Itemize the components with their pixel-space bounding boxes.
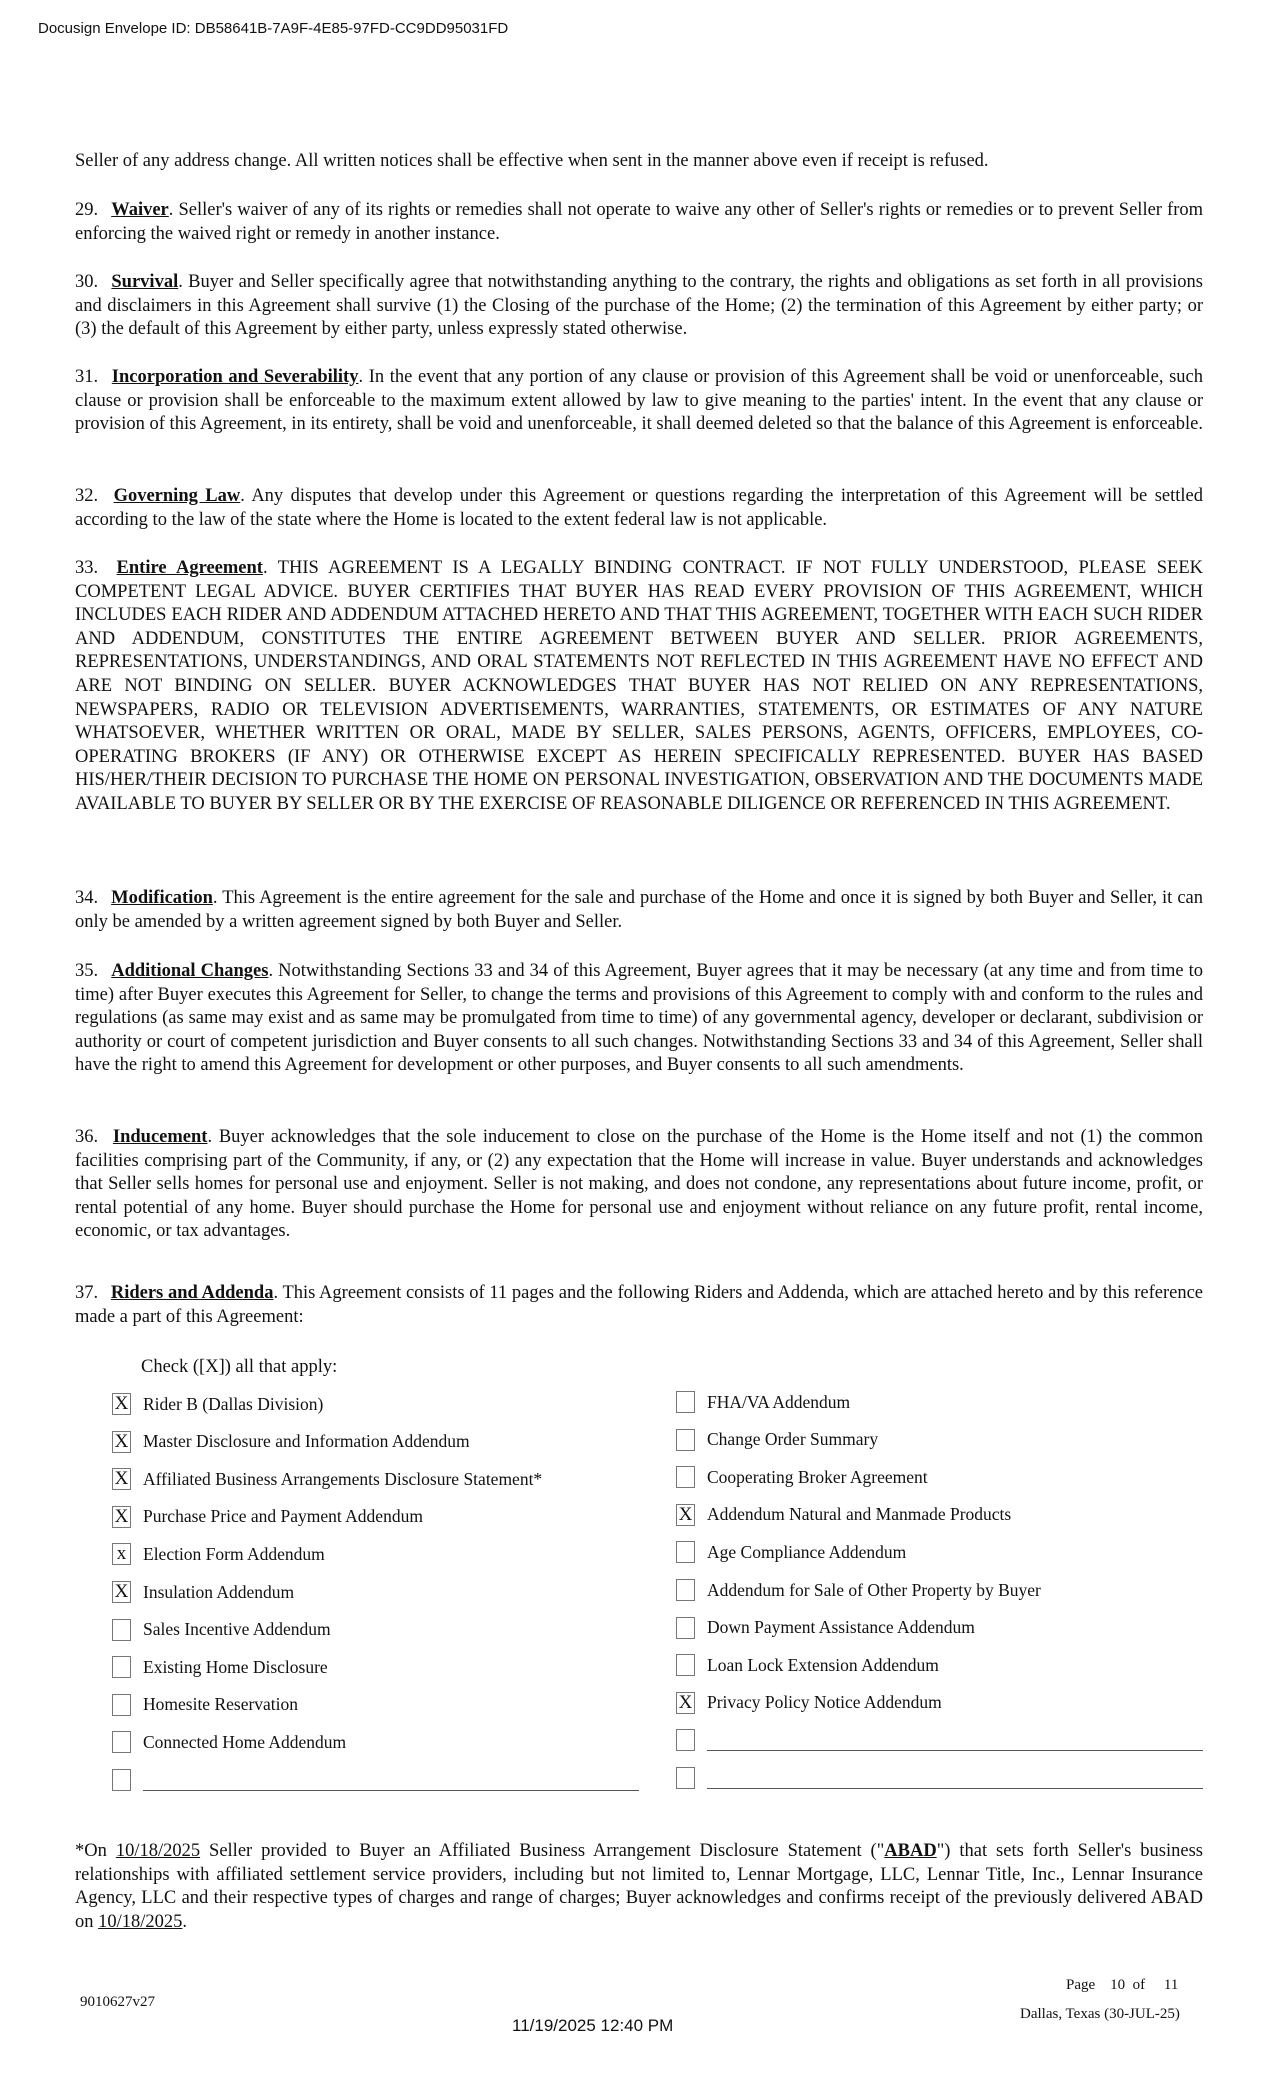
addendum-label: Existing Home Disclosure bbox=[143, 1656, 328, 1677]
addendum-label: Purchase Price and Payment Addendum bbox=[143, 1506, 423, 1527]
addendum-checkbox-row[interactable] bbox=[676, 1504, 1011, 1526]
checkbox[interactable] bbox=[676, 1541, 695, 1563]
checkbox[interactable]: X bbox=[112, 1431, 131, 1453]
addendum-checkbox-row[interactable] bbox=[676, 1767, 1203, 1789]
section-heading: Incorporation and Severability bbox=[111, 367, 359, 387]
section-number: 37. bbox=[75, 1283, 99, 1303]
section-text: . Seller's waiver of any of its rights or remedies shall not operate to waive any other of Seller's rights or remedies or to prevent Seller from enforcing the waived right or remedy in another instance. bbox=[75, 200, 1203, 244]
section-37 bbox=[75, 1282, 1203, 1329]
addendum-label: Loan Lock Extension Addendum bbox=[707, 1654, 939, 1675]
addendum-checkbox-row[interactable] bbox=[112, 1619, 331, 1641]
location-date: Dallas, Texas (30-JUL-25) bbox=[1020, 2006, 1180, 2022]
checkbox[interactable] bbox=[676, 1617, 695, 1639]
checkbox[interactable] bbox=[112, 1731, 131, 1753]
section-number: 29. bbox=[75, 200, 99, 220]
checkbox[interactable] bbox=[676, 1654, 695, 1676]
checkbox[interactable]: X bbox=[676, 1692, 695, 1714]
section-number: 33. bbox=[75, 558, 99, 578]
addendum-checkbox-row[interactable] bbox=[112, 1543, 325, 1565]
section-35 bbox=[75, 960, 1203, 1078]
addendum-checkbox-row[interactable] bbox=[676, 1692, 942, 1714]
section-number: 30. bbox=[75, 272, 99, 292]
addendum-label: Connected Home Addendum bbox=[143, 1731, 347, 1752]
page-total: 11 bbox=[1163, 1977, 1179, 1993]
blank-line-field[interactable] bbox=[707, 1768, 1203, 1789]
addendum-checkbox-row[interactable] bbox=[112, 1431, 470, 1453]
page-of: of bbox=[1132, 1977, 1146, 1993]
addendum-checkbox-row[interactable] bbox=[112, 1731, 346, 1753]
addendum-label: Sales Incentive Addendum bbox=[143, 1619, 331, 1640]
checkbox[interactable] bbox=[676, 1391, 695, 1413]
addendum-label: Election Form Addendum bbox=[143, 1543, 325, 1564]
addendum-checkbox-row[interactable] bbox=[112, 1656, 328, 1678]
check-title: Check ([X]) all that apply: bbox=[141, 1357, 338, 1377]
footnote-date: 10/18/2025 bbox=[115, 1841, 201, 1861]
section-36 bbox=[75, 1126, 1203, 1244]
section-heading: Survival bbox=[111, 272, 179, 292]
addendum-label: Affiliated Business Arrangements Disclosure Statement* bbox=[143, 1468, 543, 1489]
section-30 bbox=[75, 271, 1203, 342]
section-number: 34. bbox=[75, 888, 99, 908]
footnote-text: *On bbox=[75, 1841, 116, 1861]
section-34 bbox=[75, 887, 1203, 934]
checkbox[interactable] bbox=[112, 1656, 131, 1678]
checkbox[interactable] bbox=[112, 1694, 131, 1716]
addendum-label: Down Payment Assistance Addendum bbox=[707, 1617, 975, 1638]
addendum-label: Age Compliance Addendum bbox=[707, 1541, 907, 1562]
section-heading: Modification bbox=[111, 888, 213, 908]
checkbox[interactable]: X bbox=[112, 1506, 131, 1528]
section-heading: Entire Agreement bbox=[116, 558, 263, 578]
addendum-checkbox-row[interactable] bbox=[112, 1393, 323, 1415]
addendum-checkbox-row[interactable] bbox=[676, 1541, 906, 1563]
addendum-label: Homesite Reservation bbox=[143, 1694, 299, 1715]
checkbox[interactable] bbox=[112, 1769, 131, 1791]
checkbox[interactable]: x bbox=[112, 1543, 131, 1565]
footnote-date: 10/18/2025 bbox=[98, 1911, 183, 1932]
section-heading: Riders and Addenda bbox=[110, 1283, 274, 1303]
addendum-label: Cooperating Broker Agreement bbox=[707, 1466, 928, 1487]
checkbox[interactable] bbox=[112, 1619, 131, 1641]
addendum-checkbox-row[interactable] bbox=[112, 1694, 298, 1716]
checkbox[interactable] bbox=[676, 1466, 695, 1488]
section-29 bbox=[75, 199, 1203, 246]
form-id: 9010627v27 bbox=[80, 1994, 155, 2010]
footnote-abad: ABAD bbox=[884, 1841, 937, 1861]
section-number: 35. bbox=[75, 961, 99, 981]
addendum-checkbox-row[interactable] bbox=[112, 1581, 294, 1603]
addendum-checkbox-row[interactable] bbox=[676, 1579, 1041, 1601]
addendum-label: Privacy Policy Notice Addendum bbox=[707, 1692, 942, 1713]
page-label: Page bbox=[1066, 1977, 1096, 1993]
addendum-label: FHA/VA Addendum bbox=[707, 1391, 851, 1412]
checkbox[interactable] bbox=[676, 1767, 695, 1789]
addendum-label: Change Order Summary bbox=[707, 1429, 879, 1450]
addendum-label: Addendum for Sale of Other Property by Buyer bbox=[707, 1579, 1041, 1600]
blank-line-field[interactable] bbox=[143, 1770, 639, 1791]
section-number: 36. bbox=[75, 1127, 99, 1147]
section-text: . Any disputes that develop under this Agreement or questions regarding the interpretation of this Agreement will be settled according to the law of the state where the Home is located to the extent federal law is not applicable. bbox=[75, 486, 1204, 530]
footnote-text: Seller provided to Buyer an Affiliated Business Arrangement Disclosure Statement (" bbox=[200, 1841, 885, 1861]
section-text: . In the event that any portion of any clause or provision of this Agreement shall be void or unenforceable, such clause or provision shall be enforceable to the maximum extent allowed by law to give meaning to the parties' intent. In the event that any clause or provision of this Agreement, in its entirety, shall be void and unenforceable, it shall deemed deleted so that the balance of this Agreement is enforceable. bbox=[75, 367, 1204, 435]
footnote-text: ") that sets forth Seller's business relationships with affiliated settlement service providers, including but not limited to, Lennar Mortgage, LLC, Lennar Title, Inc., Lennar Insurance Agency, LLC and their respective types of charges and range of charges; Buyer acknowledges and confirms receipt of the previously delivered ABAD on bbox=[75, 1841, 1203, 1932]
section-heading: Waiver bbox=[111, 200, 169, 220]
addendum-checkbox-row[interactable] bbox=[112, 1506, 423, 1528]
checkbox[interactable]: X bbox=[112, 1468, 131, 1490]
envelope-id: Docusign Envelope ID: DB58641B-7A9F-4E85-97FD-CC9DD95031FD bbox=[38, 20, 509, 37]
checkbox[interactable] bbox=[676, 1429, 695, 1451]
addendum-checkbox-row[interactable] bbox=[112, 1468, 542, 1490]
timestamp: 11/19/2025 12:40 PM bbox=[512, 2016, 674, 2035]
addendum-label: Rider B (Dallas Division) bbox=[143, 1393, 324, 1414]
addendum-checkbox-row[interactable] bbox=[676, 1391, 850, 1413]
section-33 bbox=[75, 557, 1203, 817]
intro-paragraph: Seller of any address change. All written notices shall be effective when sent in the manner above even if receipt is refused. bbox=[75, 151, 989, 171]
section-heading: Governing Law bbox=[113, 486, 241, 506]
page-current: 10 bbox=[1110, 1977, 1126, 1993]
page-number bbox=[1066, 1977, 1178, 1994]
addendum-checkbox-row[interactable] bbox=[676, 1466, 928, 1488]
section-32 bbox=[75, 485, 1203, 532]
section-number: 31. bbox=[75, 367, 99, 387]
checkbox[interactable] bbox=[676, 1729, 695, 1751]
addendum-checkbox-row[interactable] bbox=[112, 1769, 639, 1791]
addendum-checkbox-row[interactable] bbox=[676, 1617, 975, 1639]
addendum-label: Master Disclosure and Information Addendum bbox=[143, 1431, 470, 1452]
addendum-label: Addendum Natural and Manmade Products bbox=[707, 1504, 1012, 1525]
section-text: . This Agreement consists of 11 pages and the following Riders and Addenda, which are attached hereto and by this reference made a part of this Agreement: bbox=[75, 1283, 1203, 1327]
checkbox[interactable]: X bbox=[112, 1393, 131, 1415]
section-text: . Buyer and Seller specifically agree that notwithstanding anything to the contrary, the rights and obligations as set forth in all provisions and disclaimers in this Agreement shall survive (1) the Closing of the purchase of the Home; (2) the termination of this Agreement by either party; or (3) the default of this Agreement by either party, unless expressly stated otherwise. bbox=[75, 272, 1204, 340]
section-text: . This Agreement is the entire agreement for the sale and purchase of the Home and once it is signed by both Buyer and Seller, it can only be amended by a written agreement signed by both Buyer and Seller. bbox=[75, 888, 1203, 932]
addendum-checkbox-row[interactable] bbox=[676, 1429, 878, 1451]
footnote-text: . bbox=[182, 1911, 188, 1932]
checkbox[interactable]: X bbox=[112, 1581, 131, 1603]
section-heading: Additional Changes bbox=[111, 961, 269, 981]
checkbox[interactable]: X bbox=[676, 1504, 695, 1526]
section-heading: Inducement bbox=[112, 1127, 208, 1147]
section-number: 32. bbox=[75, 486, 99, 506]
blank-line-field[interactable] bbox=[707, 1730, 1203, 1751]
section-text: . THIS AGREEMENT IS A LEGALLY BINDING CONTRACT. IF NOT FULLY UNDERSTOOD, PLEASE SEEK COMPETENT LEGAL ADVICE. BUYER CERTIFIES THAT BUYER HAS READ EVERY PROVISION OF THIS AGREEMENT, WHICH INCLUDES EACH RIDER AND ADDENDUM ATTACHED HERETO AND THAT THIS AGREEMENT, TOGETHER WITH EACH SUCH RIDER AND ADDENDUM, CONSTITUTES THE ENTIRE AGREEMENT BETWEEN BUYER AND SELLER. PRIOR AGREEMENTS, REPRESENTATIONS, UNDERSTANDINGS, AND ORAL STATEMENTS NOT REFLECTED IN THIS AGREEMENT HAVE NO EFFECT AND ARE NOT BINDING ON SELLER. BUYER ACKNOWLEDGES THAT BUYER HAS NOT RELIED ON ANY REPRESENTATIONS, NEWSPAPERS, RADIO OR TELEVISION ADVERTISEMENTS, WARRANTIES, STATEMENTS, OR ESTIMATES OF ANY NATURE WHATSOEVER, WHETHER WRITTEN OR ORAL, MADE BY SELLER, SALES PERSONS, AGENTS, OFFICERS, EMPLOYEES, CO-OPERATING BROKERS (IF ANY) OR OTHERWISE EXCEPT AS HEREIN SPECIFICALLY REPRESENTED. BUYER HAS BASED HIS/HER/THEIR DECISION TO PURCHASE THE HOME ON PERSONAL INVESTIGATION, OBSERVATION AND THE DOCUMENTS MADE AVAILABLE TO BUYER BY SELLER OR BY THE EXERCISE OF REASONABLE DILIGENCE OR REFERENCED IN THIS AGREEMENT. bbox=[75, 558, 1204, 814]
addendum-checkbox-row[interactable] bbox=[676, 1654, 939, 1676]
checkbox[interactable] bbox=[676, 1579, 695, 1601]
footnote bbox=[75, 1840, 1203, 1934]
addendum-label: Insulation Addendum bbox=[143, 1581, 295, 1602]
section-31 bbox=[75, 366, 1203, 437]
section-text: . Buyer acknowledges that the sole inducement to close on the purchase of the Home is the Home itself and not (1) the common facilities comprising part of the Community, if any, or (2) any expectation that the Home will increase in value. Buyer understands and acknowledges that Seller sells homes for personal use and enjoyment. Seller is not making, and does not condone, any representations about future income, profit, or rental potential of any home. Buyer should purchase the Home for personal use and enjoyment without reliance on any future profit, rental income, economic, or tax advantages. bbox=[75, 1127, 1203, 1242]
addendum-checkbox-row[interactable] bbox=[676, 1729, 1203, 1751]
section-text: . Notwithstanding Sections 33 and 34 of this Agreement, Buyer agrees that it may be necessary (at any time and from time to time) after Buyer executes this Agreement for Seller, to change the terms and provisions of this Agreement to comply with and conform to the rules and regulations (as same may exist and as same may be promulgated from time to time) of any governmental agency, developer or declarant, subdivision or authority or court of competent jurisdiction and Buyer consents to all such changes. Notwithstanding Sections 33 and 34 of this Agreement, Seller shall have the right to amend this Agreement for development or other purposes, and Buyer consents to all such amendments. bbox=[75, 961, 1204, 1076]
